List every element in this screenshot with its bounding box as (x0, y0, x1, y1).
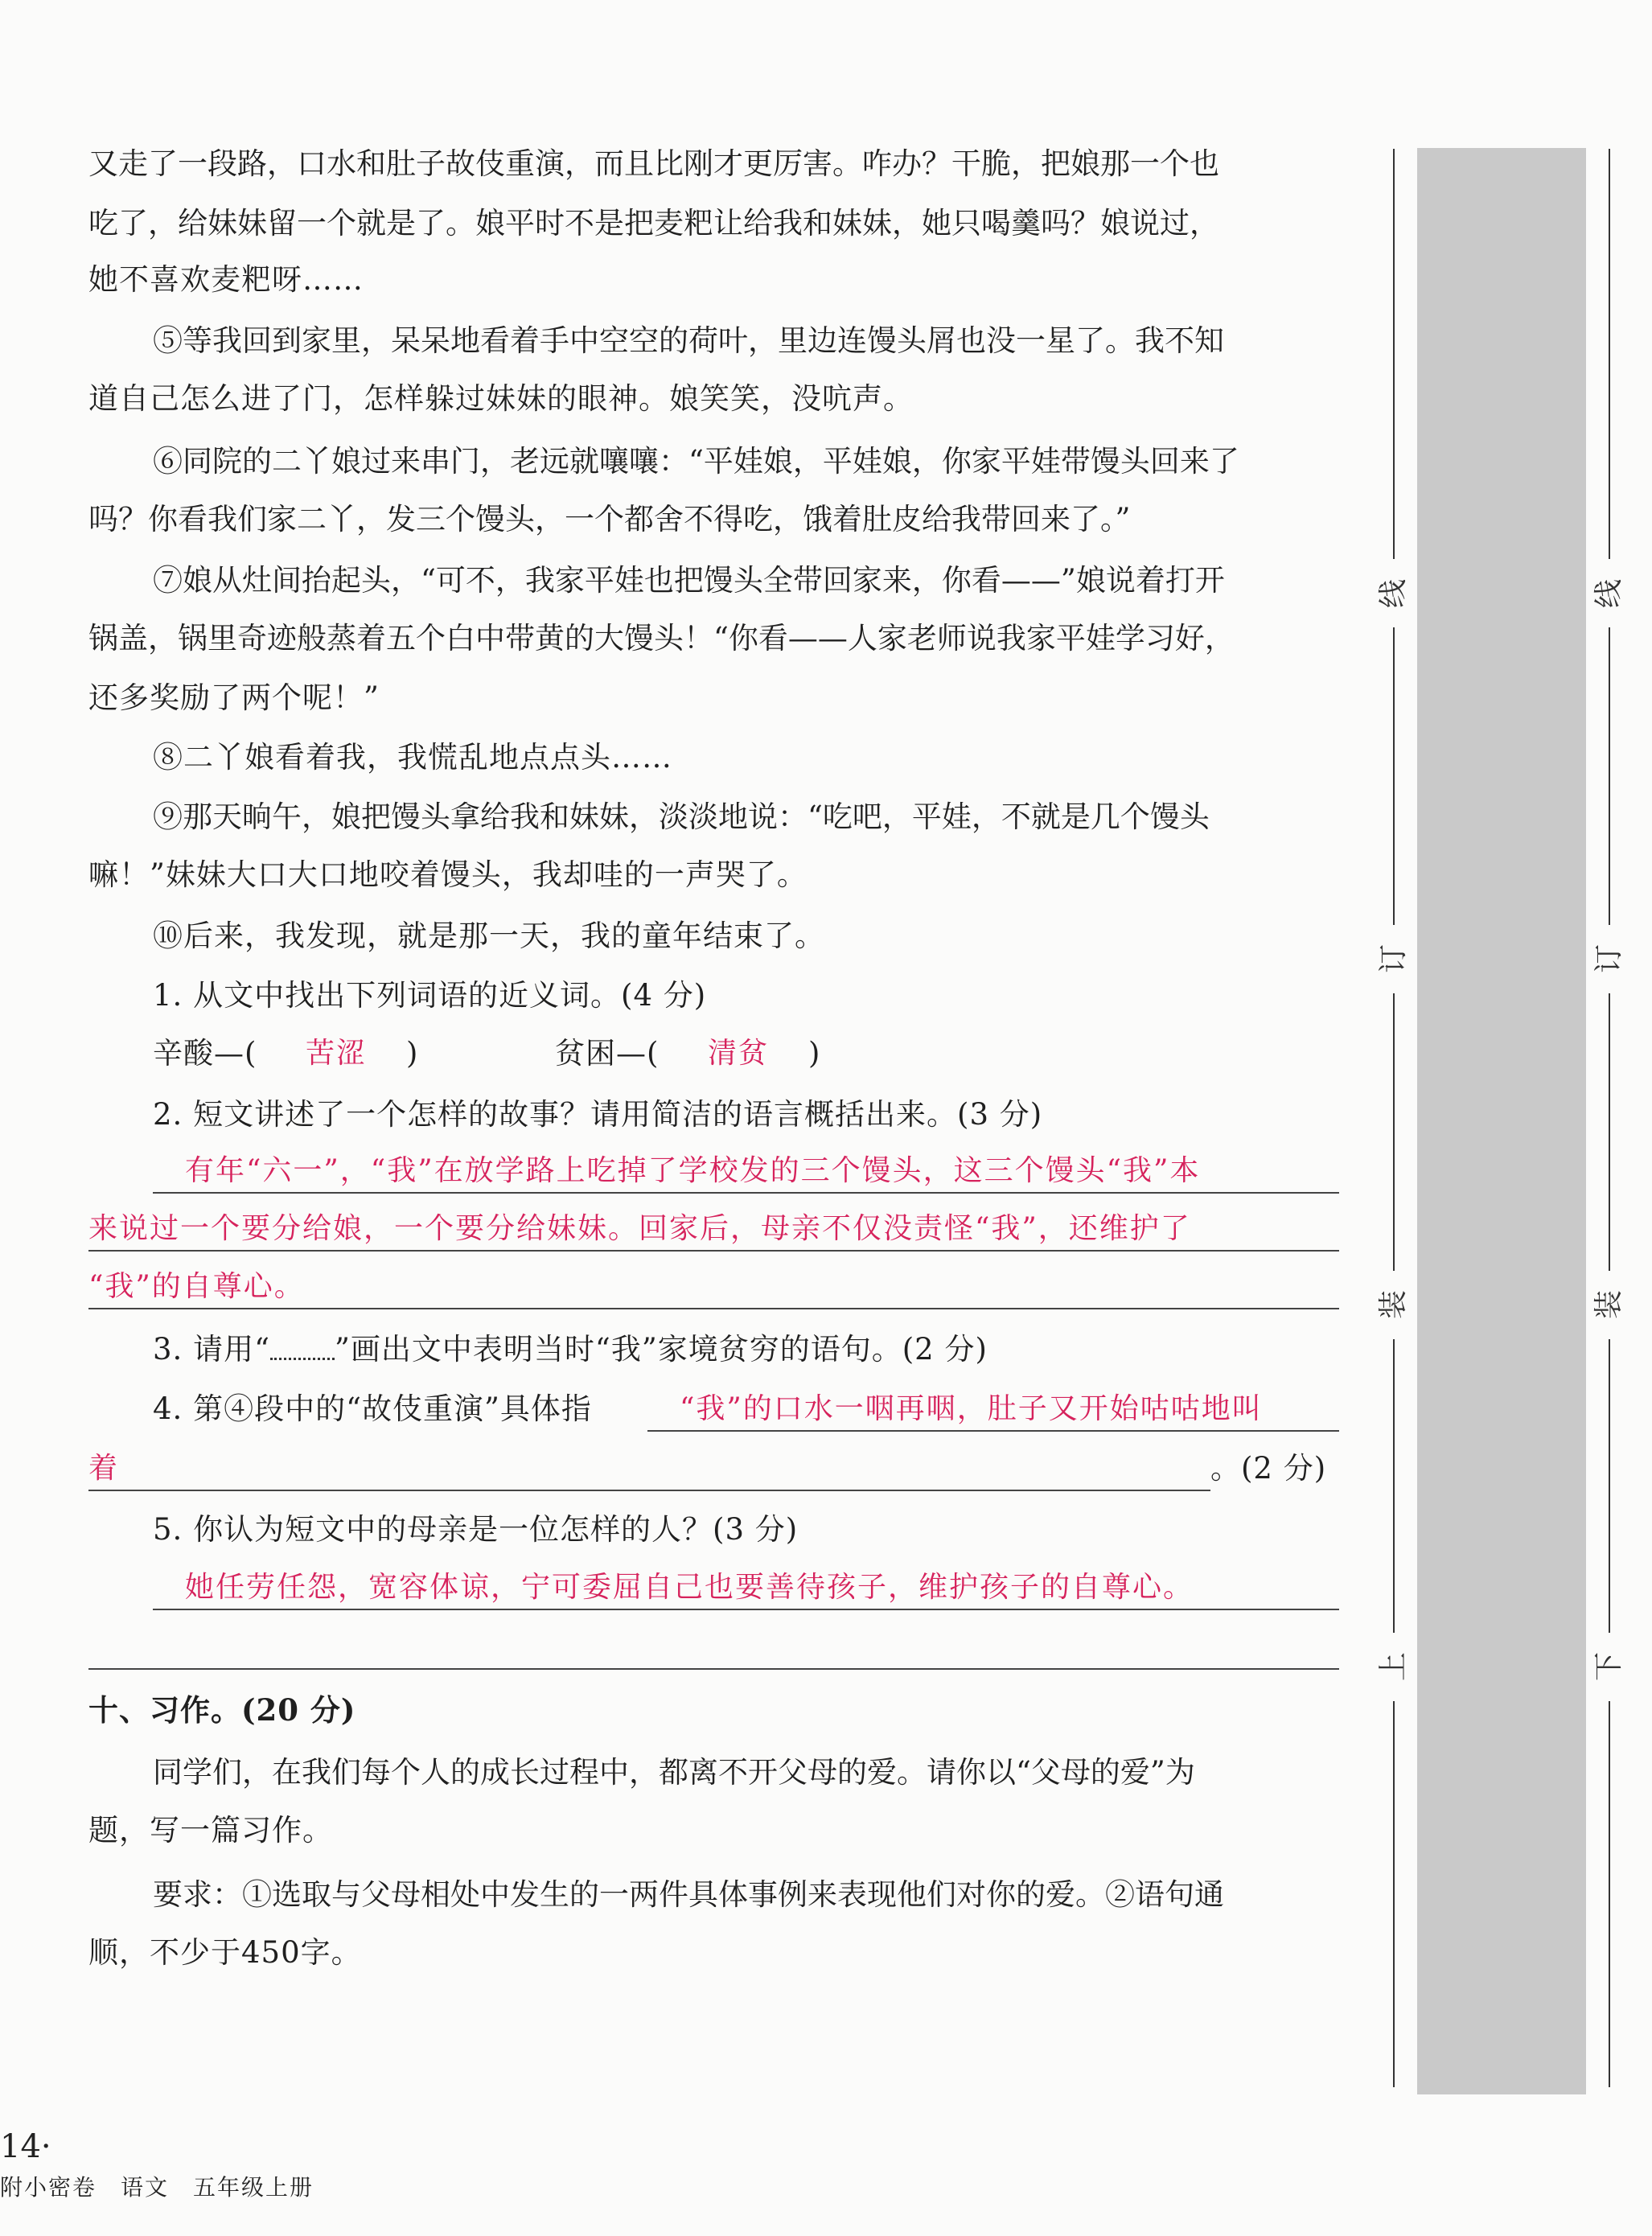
q3-suffix: ”画出文中表明当时“我”家境贫穷的语句。(2 分) (334, 1332, 988, 1367)
q2-answer-line: “我”的自尊心。 (88, 1270, 305, 1303)
binding-line (1609, 993, 1610, 1271)
essay-prompt: 同学们，在我们每个人的成长过程中，都离不开父母的爱。请你以“父母的爱”为 (153, 1755, 1195, 1790)
paragraph-10: ⑩后来，我发现，就是那一天，我的童年结束了。 (153, 919, 825, 953)
binding-label: 订 (1377, 944, 1410, 974)
binding-line (1609, 1701, 1610, 2087)
paragraph-7: 锅盖，锅里奇迹般蒸着五个白中带黄的大馒头！“你看——人家老师说我家平娃学习好， (88, 621, 1235, 656)
q4-score: 。(2 分) (1210, 1451, 1327, 1486)
paragraph-7: ⑦娘从灶间抬起头，“可不，我家平娃也把馒头全带回家来，你看——”娘说着打开 (153, 563, 1225, 598)
question-5: 5. 你认为短文中的母亲是一位怎样的人？(3 分) (153, 1512, 799, 1547)
binding-line (1393, 1339, 1395, 1633)
paragraph-5: 道自己怎么进了门，怎样躲过妹妹的眼神。娘笑笑，没吭声。 (88, 381, 914, 416)
q1-right-close: ) (808, 1036, 821, 1071)
question-2: 2. 短文讲述了一个怎样的故事？请用简洁的语言概括出来。(3 分) (153, 1097, 1043, 1132)
paragraph-9: ⑨那天晌午，娘把馒头拿给我和妹妹，淡淡地说：“吃吧，平娃，不就是几个馒头 (153, 799, 1210, 834)
story-line: 吃了，给妹妹留一个就是了。娘平时不是把麦粑让给我和妹妹，她只喝羹吗？娘说过， (88, 206, 1219, 240)
binding-label: 线 (1377, 579, 1410, 609)
page-number: 14· (0, 2128, 51, 2165)
q4-answer-line: 着 (88, 1452, 120, 1485)
essay-requirements: 顺，不少于450字。 (88, 1935, 362, 1970)
answer-underline (647, 1430, 1339, 1432)
binding-label: 下 (1592, 1652, 1625, 1682)
question-4: 4. 第④段中的“故伎重演”具体指 (153, 1391, 592, 1426)
section-heading: 十、习作。(20 分) (88, 1692, 356, 1728)
paragraph-6: ⑥同院的二丫娘过来串门，老远就嚷嚷：“平娃娘，平娃娘，你家平娃带馒头回来了 (153, 444, 1239, 479)
answer-underline (153, 1609, 1339, 1610)
q3-prefix: 3. 请用“ (153, 1332, 270, 1367)
q4-answer-line: “我”的口水一咽再咽，肚子又开始咕咕地叫 (680, 1392, 1263, 1425)
paragraph-9: 嘛！”妹妹大口大口地咬着馒头，我却哇的一声哭了。 (88, 857, 808, 892)
q1-left-close: ) (406, 1036, 419, 1071)
q1-left-answer: 苦涩 (306, 1037, 368, 1070)
binding-label: 上 (1377, 1652, 1410, 1682)
binding-label: 装 (1377, 1290, 1410, 1320)
story-line: 又走了一段路，口水和肚子故伎重演，而且比刚才更厉害。咋办？干脆，把娘那一个也 (88, 146, 1219, 181)
wavy-line-mark (270, 1343, 335, 1360)
binding-strip (1417, 148, 1586, 2094)
q1-right-label: 贫困—( (555, 1036, 660, 1071)
binding-line (1393, 1701, 1395, 2087)
story-line: 她不喜欢麦粑呀…… (88, 262, 364, 297)
question-1: 1. 从文中找出下列词语的近义词。(4 分) (153, 978, 707, 1013)
q1-right-answer: 清贫 (708, 1037, 770, 1070)
binding-line (1609, 149, 1610, 559)
binding-line (1393, 993, 1395, 1271)
question-3 (153, 1329, 1407, 1371)
essay-prompt: 题，写一篇习作。 (88, 1813, 333, 1848)
binding-label: 装 (1592, 1290, 1625, 1320)
q2-answer-line: 有年“六一”，“我”在放学路上吃掉了学校发的三个馒头，这三个馒头“我”本 (185, 1154, 1201, 1187)
answer-underline (88, 1250, 1339, 1252)
paragraph-5: ⑤等我回到家里，呆呆地看着手中空空的荷叶，里边连馒头屑也没一星了。我不知 (153, 323, 1224, 358)
binding-line (1393, 627, 1395, 925)
binding-line (1609, 627, 1610, 925)
binding-label: 线 (1592, 579, 1625, 609)
footer-book-title: 附小密卷 语文 五年级上册 (0, 2174, 314, 2201)
paragraph-8: ⑧二丫娘看着我，我慌乱地点点头…… (153, 740, 672, 775)
q5-answer-line: 她任劳任怨，宽容体谅，宁可委屈自己也要善待孩子，维护孩子的自尊心。 (185, 1571, 1194, 1604)
answer-underline (88, 1668, 1339, 1670)
q1-left-label: 辛酸—( (153, 1036, 257, 1071)
paragraph-6: 吗？你看我们家二丫，发三个馒头，一个都舍不得吃，饿着肚皮给我带回来了。” (88, 502, 1131, 536)
binding-label: 订 (1592, 944, 1625, 974)
q2-answer-line: 来说过一个要分给娘，一个要分给妹妹。回家后，母亲不仅没责怪“我”，还维护了 (88, 1212, 1191, 1245)
binding-line (1609, 1339, 1610, 1633)
binding-line (1393, 149, 1395, 559)
essay-requirements: 要求：①选取与父母相处中发生的一两件具体事例来表现他们对你的爱。②语句通 (153, 1877, 1224, 1912)
answer-underline (153, 1192, 1339, 1194)
paragraph-7: 还多奖励了两个呢！” (88, 680, 380, 715)
answer-underline (88, 1308, 1339, 1309)
answer-underline (88, 1490, 1210, 1491)
